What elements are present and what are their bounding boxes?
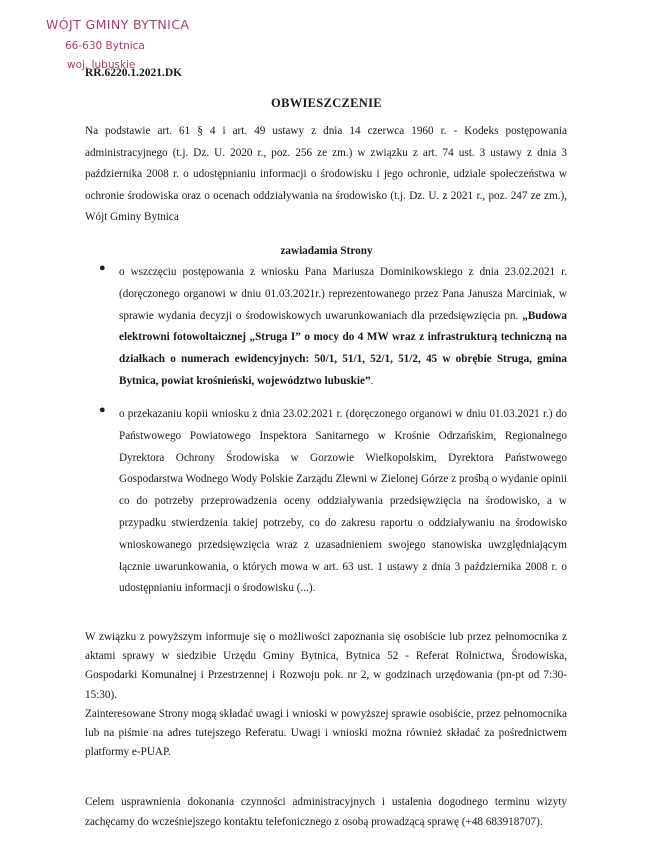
bullet-icon: ● [99,262,106,274]
section-heading: zawiadamia Strony [280,245,373,257]
list-item-text [119,262,567,393]
document-title: OBWIESZCZENIE [271,96,382,110]
project-name: „Budowa elektrowni fotowoltaicznej „Struga I” o mocy do 4 MW wraz z infrastrukturą techniczną na działkach o numerach ewidencyjnych: 50/1, 51/1, 52/1, 51/2, 45 w obrębie Struga, gmina Bytnica, powiat krośnieński, województwo lubuskie” [119,309,567,387]
stamp-region: woj. lubuskie [67,59,136,71]
list-item-text-end: . [370,374,374,387]
list-item-text-plain: o wszczęciu postępowania z wniosku Pana Mariusza Dominikowskiego z dnia 23.02.2021 r. (doręczonego organowi w dniu 01.03.2021r.) reprezentowanego przez Pana Janusza Marciniak, w sprawie wydania decyzji o środowiskowych uwarunkowaniach dla przedsięwzięcia pn. [119,266,567,322]
list-item-text: o przekazaniu kopii wniosku z dnia 23.02.2021 r. (doręczonego organowi w dniu 01.03.2021 r.) do Państwowego Powiatowego Inspektora Sanitarnego w Krośnie Odrzańskim, Regionalnego Dyrektora Ochrony Środowiska w Gorzowie Wielkopolskim, Dyrektora Państwowego Gospodarstwa Wodnego Wody Polskie Zarządu Zlewni w Zielonej Górze z prośbą o wydanie opinii co do potrzeby przeprowadzenia oceny oddziaływania przedsięwzięcia na środowisko, a w przypadku stwierdzenia takiej potrzeby, co do zakresu raportu o oddziaływaniu na środowisko wnioskowanego przedsięwzięcia wraz z uzasadnieniem swojego stanowiska uwzględniającym łącznie uwarunkowania, o których mowa w art. 63 ust. 1 ustawy z dnia 3 października 2008 r. o udostępnianiu informacji o środowisku (...). [119,408,567,595]
access-info: W związku z powyższym informuje się o możliwości zapoznania się osobiście lub przez pełnomocnika z aktami sprawy w siedzibie Urzędu Gminy Bytnica, Bytnica 52 - Referat Rolnictwa, Środowiska, Gospodarki Komunalnej i Przestrzennej i Rozwoju pok. nr 2, w godzinach urzędowania (pn-pt od 7:30-15:30). [85,631,567,701]
intro-paragraph: Na podstawie art. 61 § 4 i art. 49 ustawy z dnia 14 czerwca 1960 r. - Kodeks postępowania administracyjnego (t.j. Dz. U. 2020 r., poz. 256 ze zm.) w związku z art. 74 ust. 3 ustawy z dnia 3 października 2008 r. o udostępnianiu informacji o środowisku i jego ochronie, udziale społeczeństwa w ochronie środowiska oraz o ocenach oddziaływania na środowisko (t.j. Dz. U. z 2021 r., poz. 247 ze zm.), Wójt Gminy Bytnica [85,125,567,223]
reference-number: RR.6220.1.2021.DK [85,67,183,79]
access-paragraph [85,628,567,762]
comments-info: Zainteresowane Strony mogą składać uwagi i wnioski w powyższej sprawie osobiście, przez pełnomocnika lub na piśmie na adres tutejszego Referatu. Uwagi i wnioski można również składać za pośrednictwem platformy e-PUAP. [85,707,567,759]
bullet-icon: ● [99,404,106,416]
office-stamp [46,17,189,71]
stamp-name: WÓJT GMINY BYTNICA [46,17,190,32]
contact-paragraph: Celem usprawnienia dokonania czynności administracyjnych i ustalenia dogodnego terminu wizyty zachęcamy do wcześniejszego kontaktu telefonicznego z osobą prowadzącą sprawę (+48 683918707). [85,796,567,828]
stamp-postal: 66-630 Bytnica [65,40,145,52]
